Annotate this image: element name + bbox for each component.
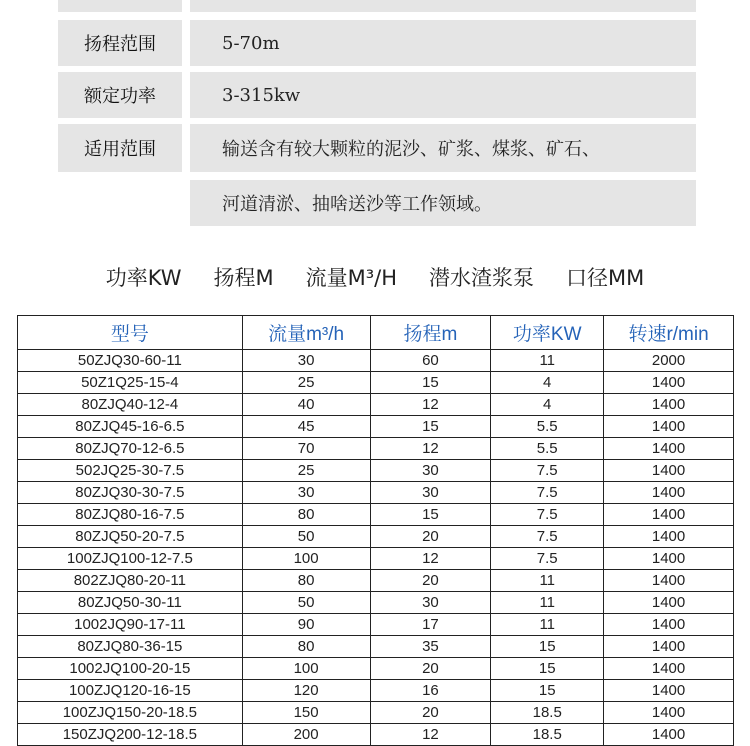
cell-speed: 1400 [604, 460, 734, 482]
cell-power: 11 [491, 570, 604, 592]
cell-model: 80ZJQ50-20-7.5 [18, 526, 243, 548]
cell-flow: 100 [242, 548, 370, 570]
spec-label [58, 0, 182, 12]
subheader-item: 功率KW [105, 266, 182, 290]
cell-flow: 80 [242, 504, 370, 526]
col-header-flow: 流量m³/h [242, 316, 370, 350]
cell-flow: 50 [242, 592, 370, 614]
cell-model: 1002JQ100-20-15 [18, 658, 243, 680]
cell-model: 80ZJQ70-12-6.5 [18, 438, 243, 460]
table-row [18, 680, 734, 702]
cell-model: 80ZJQ80-36-15 [18, 636, 243, 658]
table-row [18, 460, 734, 482]
cell-power: 7.5 [491, 460, 604, 482]
table-row [18, 482, 734, 504]
cell-head: 35 [370, 636, 491, 658]
cell-model: 80ZJQ80-16-7.5 [18, 504, 243, 526]
cell-model: 80ZJQ50-30-11 [18, 592, 243, 614]
cell-flow: 40 [242, 394, 370, 416]
cell-head: 60 [370, 350, 491, 372]
cell-speed: 1400 [604, 702, 734, 724]
cell-head: 12 [370, 394, 491, 416]
cell-head: 20 [370, 658, 491, 680]
cell-power: 18.5 [491, 724, 604, 746]
cell-power: 7.5 [491, 482, 604, 504]
cell-speed: 1400 [604, 526, 734, 548]
cell-model: 80ZJQ30-30-7.5 [18, 482, 243, 504]
cell-flow: 80 [242, 570, 370, 592]
cell-speed: 1400 [604, 482, 734, 504]
table-body [18, 350, 734, 746]
cell-speed: 1400 [604, 570, 734, 592]
cell-head: 15 [370, 416, 491, 438]
cell-flow: 100 [242, 658, 370, 680]
cell-model: 50Z1Q25-15-4 [18, 372, 243, 394]
cell-power: 7.5 [491, 548, 604, 570]
table-row [18, 614, 734, 636]
cell-power: 15 [491, 680, 604, 702]
cell-flow: 25 [242, 372, 370, 394]
table-header-row [18, 316, 734, 350]
cell-power: 15 [491, 658, 604, 680]
cell-power: 18.5 [491, 702, 604, 724]
table-row [18, 350, 734, 372]
spec-value [190, 0, 696, 12]
table-row [18, 504, 734, 526]
cell-flow: 80 [242, 636, 370, 658]
spec-value: 3-315kw [190, 72, 696, 118]
cell-speed: 1400 [604, 658, 734, 680]
col-header-model: 型号 [18, 316, 243, 350]
spec-label: 扬程范围 [58, 20, 182, 66]
cell-model: 80ZJQ45-16-6.5 [18, 416, 243, 438]
table-row [18, 636, 734, 658]
cell-power: 7.5 [491, 504, 604, 526]
cell-power: 4 [491, 394, 604, 416]
cell-speed: 1400 [604, 636, 734, 658]
cell-speed: 1400 [604, 614, 734, 636]
table-row [18, 548, 734, 570]
cell-flow: 70 [242, 438, 370, 460]
subheader-item: 潜水渣浆泵 [429, 266, 535, 290]
cell-head: 17 [370, 614, 491, 636]
subheader-item: 流量M³/H [305, 266, 398, 290]
table-row [18, 702, 734, 724]
spec-value: 输送含有较大颗粒的泥沙、矿浆、煤浆、矿石、 [190, 124, 696, 172]
cell-speed: 1400 [604, 724, 734, 746]
spec-value: 5-70m [190, 20, 696, 66]
cell-model: 1002JQ90-17-11 [18, 614, 243, 636]
cell-speed: 1400 [604, 592, 734, 614]
cell-flow: 30 [242, 482, 370, 504]
spec-label: 额定功率 [58, 72, 182, 118]
subheader-item: 口径MM [566, 266, 645, 290]
cell-flow: 25 [242, 460, 370, 482]
table-subheader [0, 262, 750, 296]
spec-row-head [58, 20, 696, 66]
cell-speed: 1400 [604, 394, 734, 416]
table-row [18, 570, 734, 592]
cell-power: 4 [491, 372, 604, 394]
cell-flow: 30 [242, 350, 370, 372]
cell-head: 15 [370, 504, 491, 526]
cell-flow: 50 [242, 526, 370, 548]
col-header-head: 扬程m [370, 316, 491, 350]
cell-head: 20 [370, 570, 491, 592]
table-row [18, 394, 734, 416]
cell-flow: 90 [242, 614, 370, 636]
cell-head: 30 [370, 460, 491, 482]
spec-row-power [58, 72, 696, 118]
subheader-item: 扬程M [213, 266, 274, 290]
cell-head: 12 [370, 548, 491, 570]
table-row [18, 526, 734, 548]
cell-flow: 45 [242, 416, 370, 438]
cell-flow: 120 [242, 680, 370, 702]
spec-application-continuation: 河道清淤、抽啥送沙等工作领域。 [190, 180, 696, 226]
cell-flow: 150 [242, 702, 370, 724]
cell-speed: 1400 [604, 548, 734, 570]
table-row [18, 724, 734, 746]
cell-head: 20 [370, 702, 491, 724]
cell-head: 16 [370, 680, 491, 702]
cell-power: 5.5 [491, 416, 604, 438]
cell-head: 20 [370, 526, 491, 548]
cell-model: 802ZJQ80-20-11 [18, 570, 243, 592]
col-header-power: 功率KW [491, 316, 604, 350]
cell-flow: 200 [242, 724, 370, 746]
cell-model: 100ZJQ120-16-15 [18, 680, 243, 702]
cell-head: 12 [370, 724, 491, 746]
cell-head: 12 [370, 438, 491, 460]
cell-model: 502JQ25-30-7.5 [18, 460, 243, 482]
cell-model: 150ZJQ200-12-18.5 [18, 724, 243, 746]
cell-model: 80ZJQ40-12-4 [18, 394, 243, 416]
cell-power: 11 [491, 592, 604, 614]
cell-head: 30 [370, 482, 491, 504]
cell-power: 7.5 [491, 526, 604, 548]
cell-model: 50ZJQ30-60-11 [18, 350, 243, 372]
spec-row-application [58, 124, 696, 172]
cell-model: 100ZJQ150-20-18.5 [18, 702, 243, 724]
table-row [18, 438, 734, 460]
cell-model: 100ZJQ100-12-7.5 [18, 548, 243, 570]
cell-head: 30 [370, 592, 491, 614]
cell-speed: 1400 [604, 372, 734, 394]
spec-row-flow [58, 0, 696, 12]
cell-speed: 1400 [604, 504, 734, 526]
cell-power: 11 [491, 614, 604, 636]
spec-label: 适用范围 [58, 124, 182, 172]
table-row [18, 592, 734, 614]
cell-head: 15 [370, 372, 491, 394]
cell-speed: 1400 [604, 680, 734, 702]
table-row [18, 416, 734, 438]
col-header-speed: 转速r/min [604, 316, 734, 350]
cell-power: 11 [491, 350, 604, 372]
cell-speed: 2000 [604, 350, 734, 372]
cell-power: 5.5 [491, 438, 604, 460]
table-row [18, 372, 734, 394]
table-row [18, 658, 734, 680]
cell-speed: 1400 [604, 416, 734, 438]
pump-spec-table [17, 315, 734, 746]
cell-speed: 1400 [604, 438, 734, 460]
cell-power: 15 [491, 636, 604, 658]
